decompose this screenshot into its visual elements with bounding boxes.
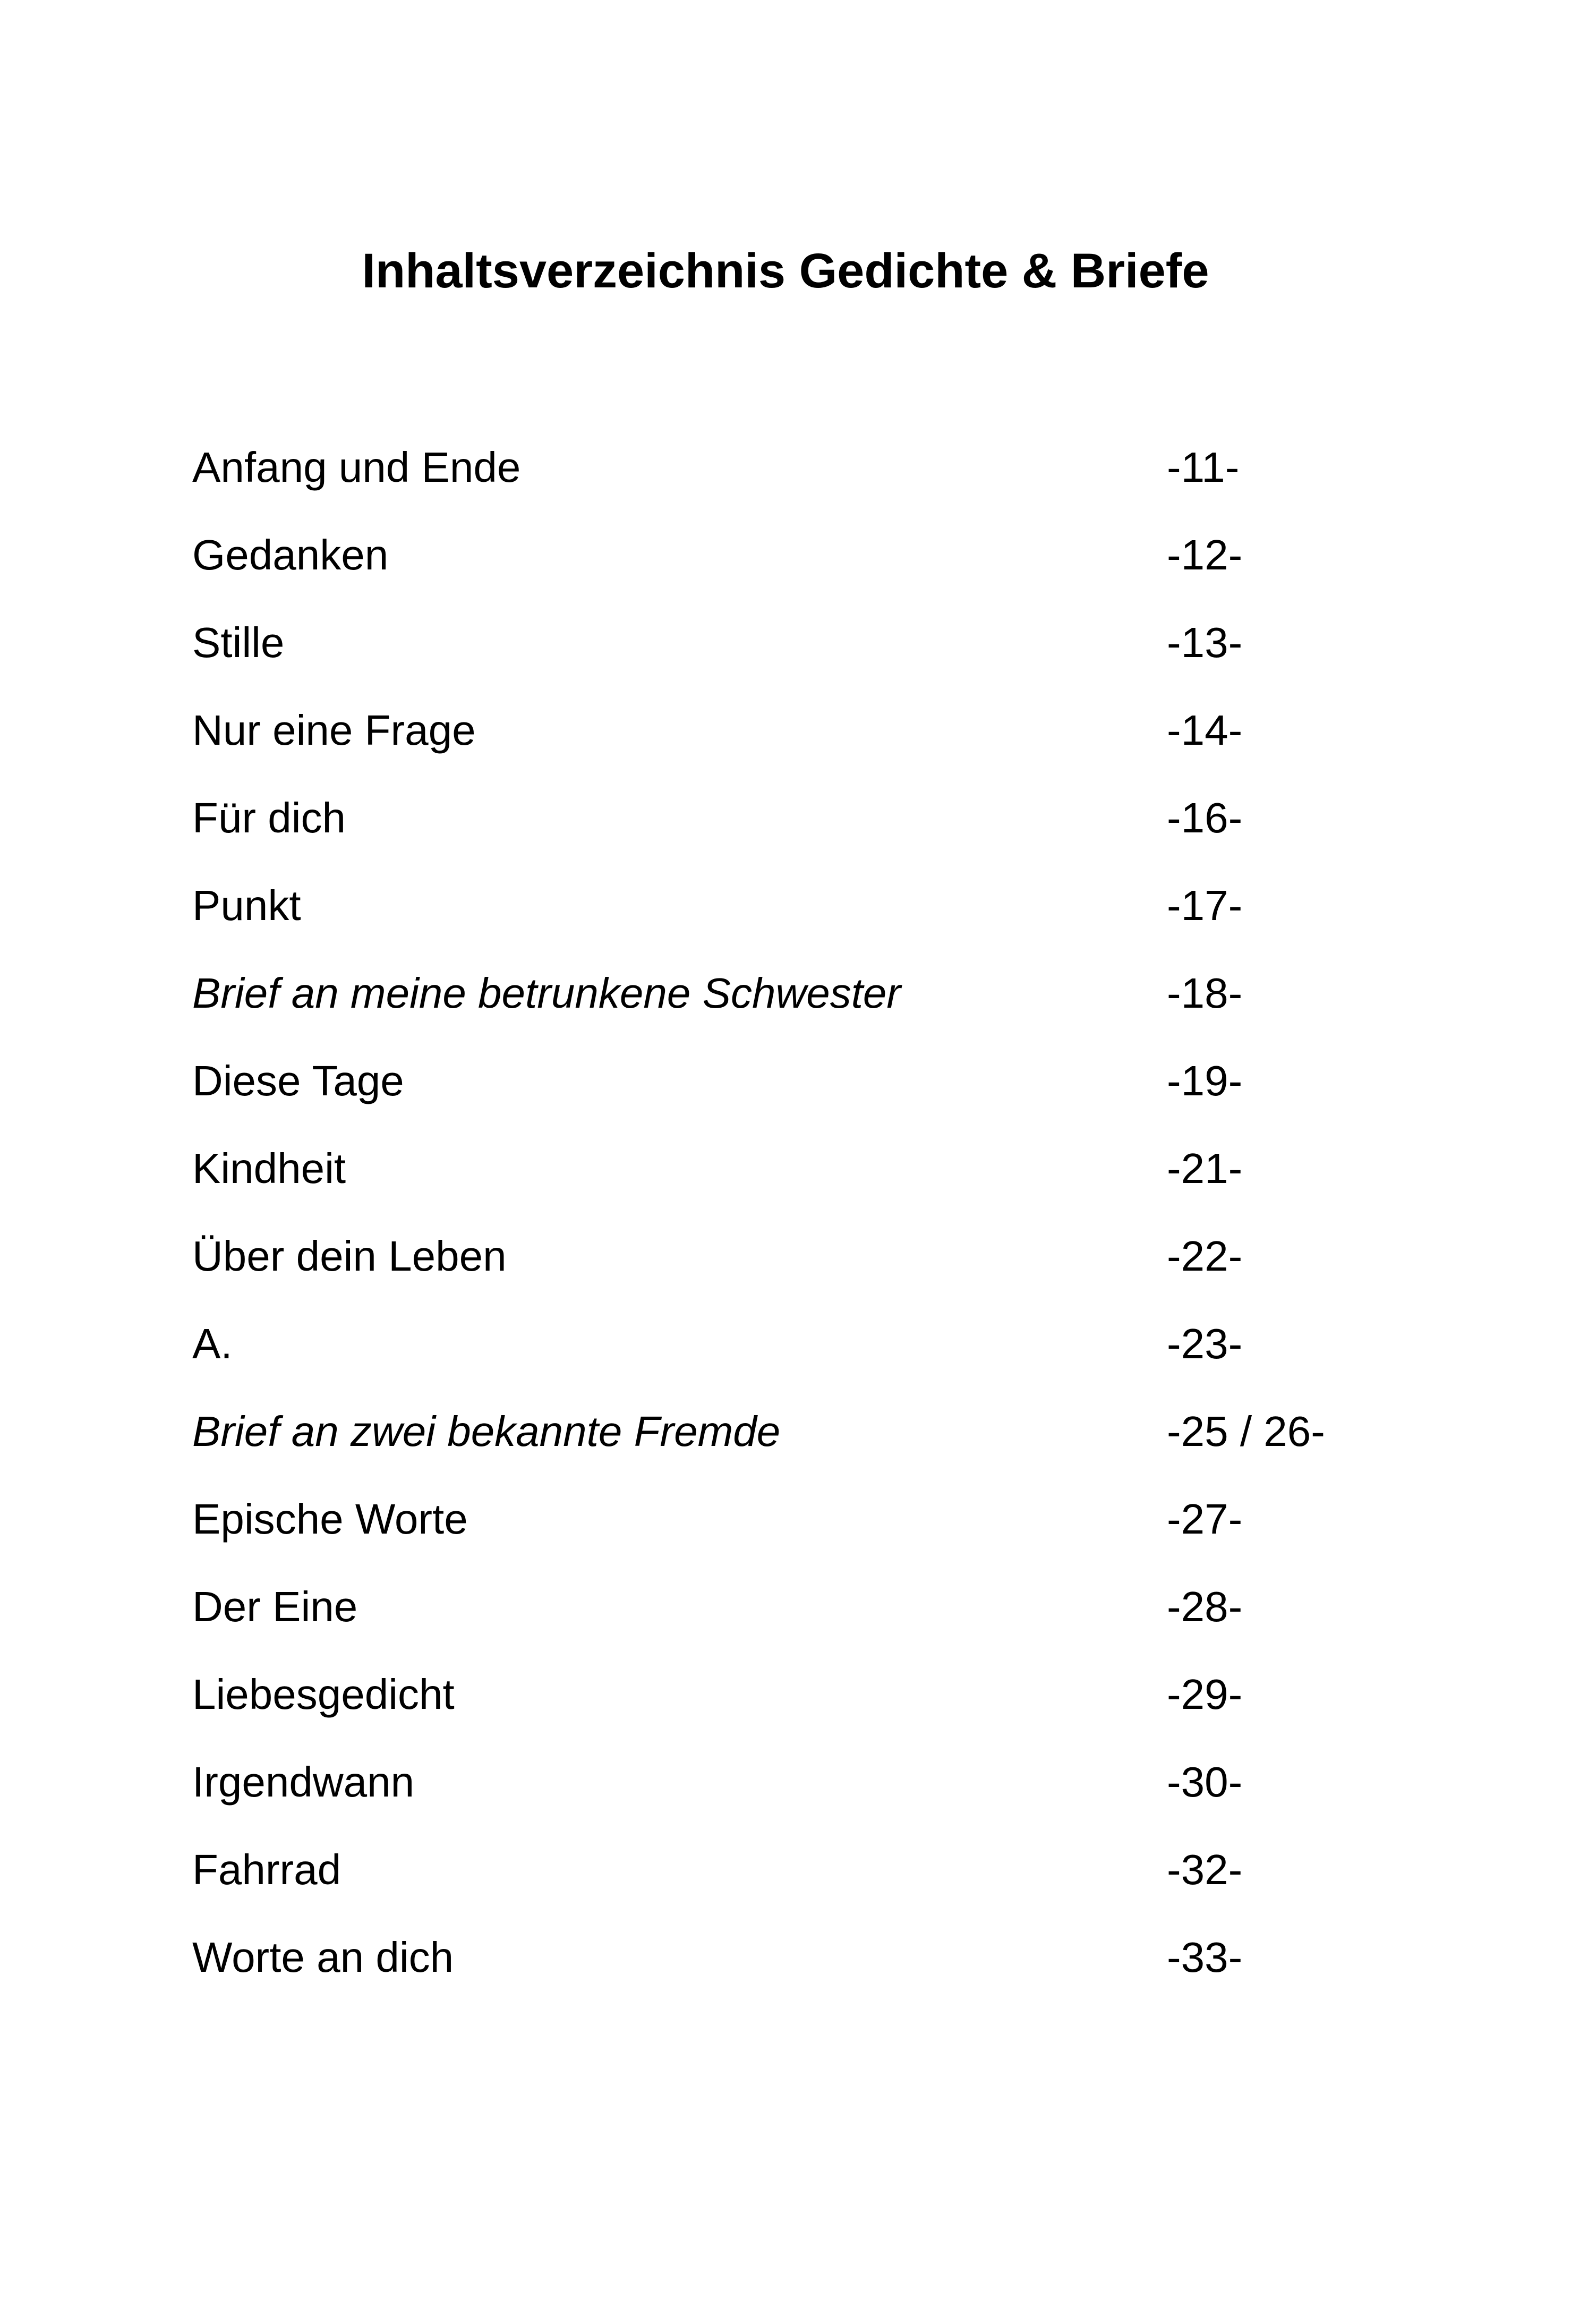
toc-entry-page: -23- [1167,1320,1243,1367]
toc-entry-title: Epische Worte [192,1495,468,1543]
toc-entry-title: Worte an dich [192,1934,454,1981]
toc-entry-title: Für dich [192,794,346,841]
toc-entry [192,1222,1414,1309]
toc-entry-page: -21- [1167,1145,1243,1192]
toc-entry-page: -14- [1167,706,1243,754]
toc-entry-title: Anfang und Ende [192,444,521,491]
toc-entry [192,1046,1414,1134]
toc-entry [192,1134,1414,1222]
toc-entry [192,1309,1414,1397]
toc-entry [192,784,1414,871]
toc-entry [192,433,1414,521]
toc-entry-page: -13- [1167,619,1243,666]
toc-entry-title: Gedanken [192,531,389,578]
toc-entry-title: Fahrrad [192,1846,341,1893]
toc-entry-title: Brief an zwei bekannte Fremde [192,1408,781,1455]
toc-entry [192,1835,1414,1923]
toc-entry-page: -17- [1167,882,1243,929]
toc-entry-title: Nur eine Frage [192,706,476,754]
toc-entry-page: -11- [1167,444,1240,491]
toc-entry-page: -12- [1167,531,1243,578]
toc-entry-page: -16- [1167,794,1243,841]
toc-entry-title: Brief an meine betrunkene Schwester [192,969,901,1017]
toc-entry-page: -25 / 26- [1167,1408,1325,1455]
toc-entry-page: -22- [1167,1232,1243,1280]
toc-entry-page: -19- [1167,1057,1243,1104]
toc-entry [192,696,1414,784]
toc-entry-title: Stille [192,619,285,666]
toc-entry [192,1660,1414,1748]
toc-entry-page: -29- [1167,1671,1243,1718]
toc-entry [192,871,1414,959]
toc-entry [192,1572,1414,1660]
toc-entry [192,521,1414,608]
toc-entry-page: -28- [1167,1583,1243,1630]
toc-entry-title: A. [192,1320,233,1367]
toc-entry [192,1485,1414,1572]
page-title: Inhaltsverzeichnis Gedichte & Briefe [362,244,1209,298]
toc-entry-title: Liebesgedicht [192,1671,455,1718]
toc-entry-letter [192,1397,1414,1485]
toc-entry-letter [192,959,1414,1046]
toc-entry [192,1748,1414,1835]
toc-entry-page: -33- [1167,1934,1243,1981]
toc-entry-title: Punkt [192,882,301,929]
toc-entry [192,1923,1414,2011]
table-of-contents [192,433,1414,2011]
toc-entry [192,608,1414,696]
toc-entry-page: -27- [1167,1495,1243,1543]
toc-entry-title: Irgendwann [192,1758,415,1806]
toc-entry-title: Der Eine [192,1583,358,1630]
toc-entry-title: Diese Tage [192,1057,404,1104]
toc-entry-page: -30- [1167,1758,1243,1806]
toc-entry-title: Kindheit [192,1145,346,1192]
toc-entry-title: Über dein Leben [192,1232,507,1280]
toc-entry-page: -32- [1167,1846,1243,1893]
toc-entry-page: -18- [1167,969,1243,1017]
